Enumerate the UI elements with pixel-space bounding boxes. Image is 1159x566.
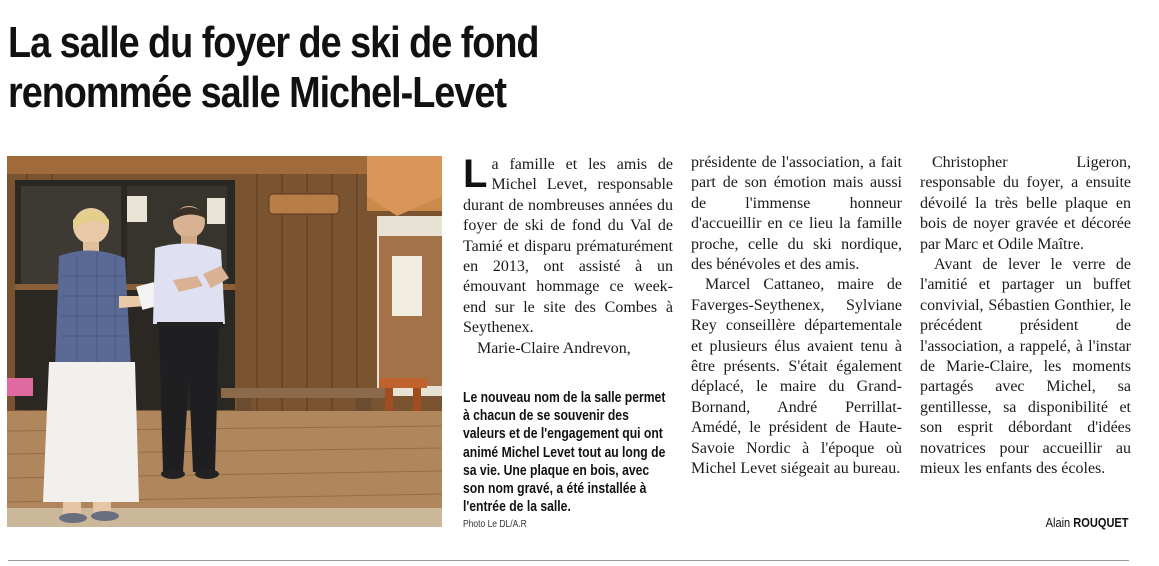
article-paragraph-6: Avant de lever le verre de l'amitié et partager un buffet convivial, Sébastien Gonthier, le précédent président de l'association, a rappelé, à l'instar de Marie-Claire, les moments partagés avec Michel, sa gentillesse, sa disponibilité et son esprit débordant d'idées novatrices pour accueillir au mieux les enfants des écoles.	[920, 256, 1131, 478]
photo-caption-text: Le nouveau nom de la salle permet à chacun de se souvenir des valeurs et de l'engagement qui ont animé Michel Levet tout au long de sa vie. Une plaque en bois, avec son nom gravé, a été installée à l'entrée de la salle.	[463, 390, 666, 516]
article-paragraph-4: Marcel Cattaneo, maire de Faverges-Seythenex, Sylviane Rey conseillère départementale et plusieurs élus avaient tenu à être présents. S'était également déplacé, le maire du Grand-Bornand, André Perrillat-Amédé, le président de Haute-Savoie Nordic à l'époque où Michel Levet siégeait au bureau.	[691, 276, 902, 478]
article-headline	[8, 18, 662, 118]
author-last-name: ROUQUET	[1073, 515, 1129, 530]
bottom-rule	[8, 560, 1129, 561]
article-column-1	[463, 152, 673, 359]
article-paragraph-3: présidente de l'association, a fait part de son émotion mais aussi de l'immense honneur d'accueillir en ce lieu la famille proche, celle du ski nordique, des bénévoles et des amis.	[691, 154, 902, 274]
author-signature	[1046, 515, 1129, 530]
author-first-name: Alain	[1046, 515, 1071, 530]
article-paragraph-1: a famille et les amis de Michel Levet, responsable durant de nombreuses années du foyer de ski de fond du Val de Tamié et disparu prématurément en 2013, ont assisté à un émouvant hommage ce week-end sur le site des Combes à Seythenex.	[463, 156, 673, 337]
article-column-2	[691, 153, 902, 480]
article-photo	[7, 156, 442, 527]
article-column-3	[920, 153, 1131, 480]
drop-cap: L	[463, 152, 488, 196]
headline-line-1: La salle du foyer de ski de fond	[8, 18, 539, 67]
photo-caption	[463, 389, 666, 516]
headline-line-2: renommée salle Michel-Levet	[8, 68, 506, 117]
article-paragraph-5: Christopher Ligeron, responsable du foyer, a ensuite dévoilé la très belle plaque en bois de noyer gravée et décorée par Marc et Odile Maître.	[920, 154, 1131, 253]
article-lead-paragraph	[463, 152, 673, 339]
photo-credit: Photo Le DL/A.R	[463, 519, 527, 530]
article-paragraph-2: Marie-Claire Andrevon,	[477, 339, 631, 357]
